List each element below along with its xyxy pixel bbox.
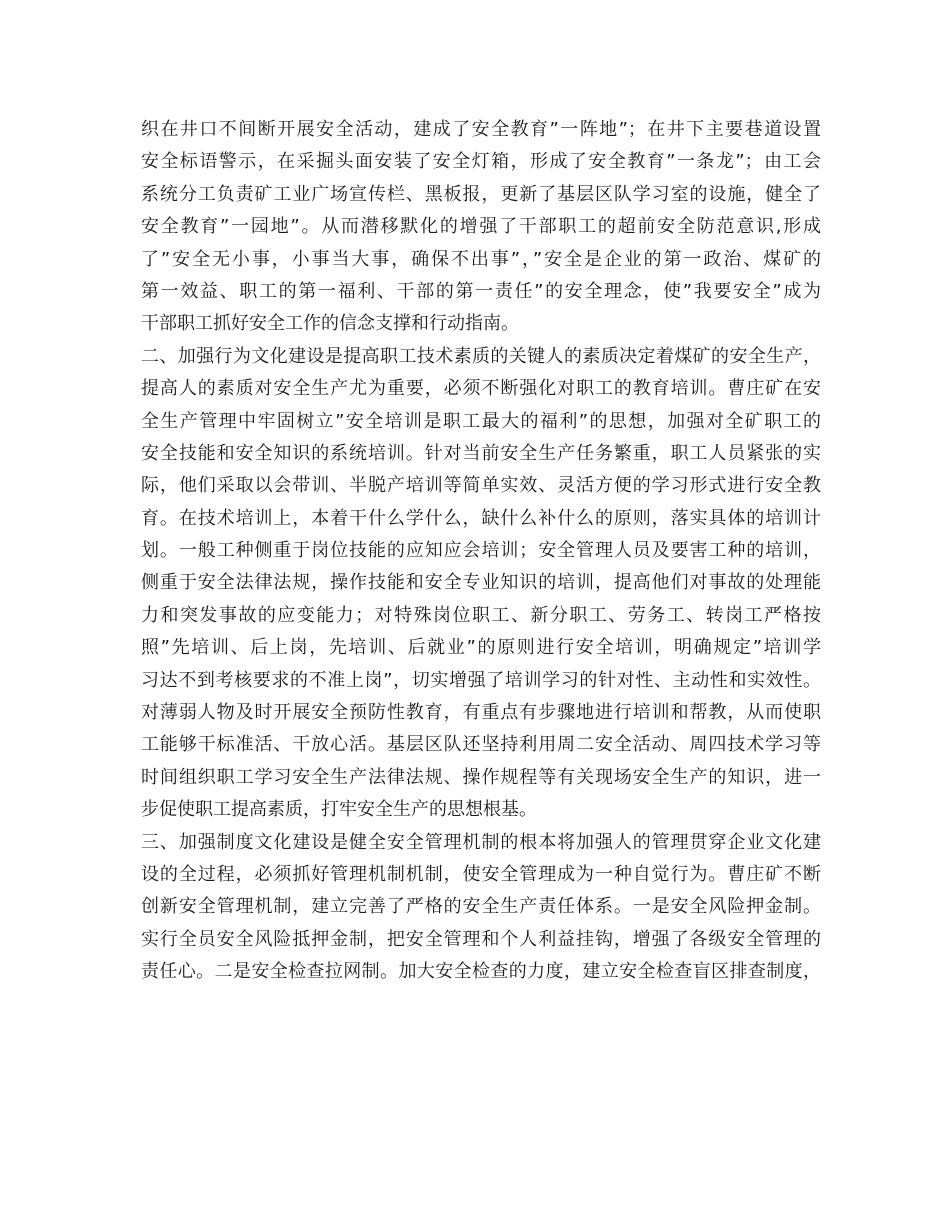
text-line: 安全标语警示，在采掘头面安装了安全灯箱，形成了安全教育”一条龙”；由工会 (141, 151, 821, 173)
text-line: 划。一般工种侧重于岗位技能的应知应会培训；安全管理人员及要害工种的培训， (141, 540, 821, 562)
text-line: 系统分工负责矿工业广场宣传栏、黑板报，更新了基层区队学习室的设施，健全了 (141, 183, 821, 205)
text-line: 设的全过程，必须抓好管理机制机制，使安全管理成为一种自觉行为。曹庄矿不断 (141, 863, 821, 885)
text-line: 工能够干标准活、干放心活。基层区队还坚持利用周二安全活动、周四技术学习等 (141, 734, 821, 756)
text-line: 全生产管理中牢固树立”安全培训是职工最大的福利”的思想，加强对全矿职工的 (141, 410, 821, 432)
text-line: 习达不到考核要求的不准上岗”，切实增强了培训学习的针对性、主动性和实效性。 (141, 669, 821, 691)
text-line: 实行全员安全风险抵押金制，把安全管理和个人利益挂钩，增强了各级安全管理的 (141, 928, 821, 950)
body-text (141, 114, 821, 989)
text-line: 照”先培训、后上岗，先培训、后就业”的原则进行安全培训，明确规定”培训学 (141, 637, 821, 659)
text-line: 对薄弱人物及时开展安全预防性教育，有重点有步骤地进行培训和帮教，从而使职 (141, 702, 821, 724)
text-line: 了”安全无小事，小事当大事，确保不出事”，”安全是企业的第一政治、煤矿的 (141, 248, 821, 270)
text-line: 步促使职工提高素质，打牢安全生产的思想根基。 (141, 799, 537, 821)
text-line: 二、加强行为文化建设是提高职工技术素质的关键人的素质决定着煤矿的安全生产， (141, 345, 821, 367)
text-line: 力和突发事故的应变能力；对特殊岗位职工、新分职工、劳务工、转岗工严格按 (141, 604, 821, 626)
text-line: 安全技能和安全知识的系统培训。针对当前安全生产任务繁重，职工人员紧张的实 (141, 442, 821, 464)
text-line: 责任心。二是安全检查拉网制。加大安全检查的力度，建立安全检查盲区排查制度， (141, 961, 821, 983)
text-line: 三、加强制度文化建设是健全安全管理机制的根本将加强人的管理贯穿企业文化建 (141, 831, 821, 853)
text-line: 际，他们采取以会带训、半脱产培训等简单实效、灵活方便的学习形式进行安全教 (141, 475, 821, 497)
text-line: 织在井口不间断开展安全活动，建成了安全教育”一阵地”；在井下主要巷道设置 (141, 119, 821, 140)
text-line: 创新安全管理机制，建立完善了严格的安全生产责任体系。一是安全风险押金制。 (141, 896, 821, 918)
text-line: 育。在技术培训上，本着干什么学什么，缺什么补什么的原则，落实具体的培训计 (141, 507, 821, 529)
text-line: 提高人的素质对安全生产尤为重要，必须不断强化对职工的教育培训。曹庄矿在安 (141, 378, 821, 400)
text-line: 安全教育”一园地”。从而潜移默化的增强了干部职工的超前安全防范意识,形成 (141, 216, 821, 238)
text-line: 时间组织职工学习安全生产法律法规、操作规程等有关现场安全生产的知识，进一 (141, 766, 821, 788)
text-line: 第一效益、职工的第一福利、干部的第一责任”的安全理念，使”我要安全”成为 (141, 280, 821, 302)
text-line: 干部职工抓好安全工作的信念支撑和行动指南。 (141, 313, 519, 335)
text-line: 侧重于安全法律法规，操作技能和安全专业知识的培训，提高他们对事故的处理能 (141, 572, 821, 594)
